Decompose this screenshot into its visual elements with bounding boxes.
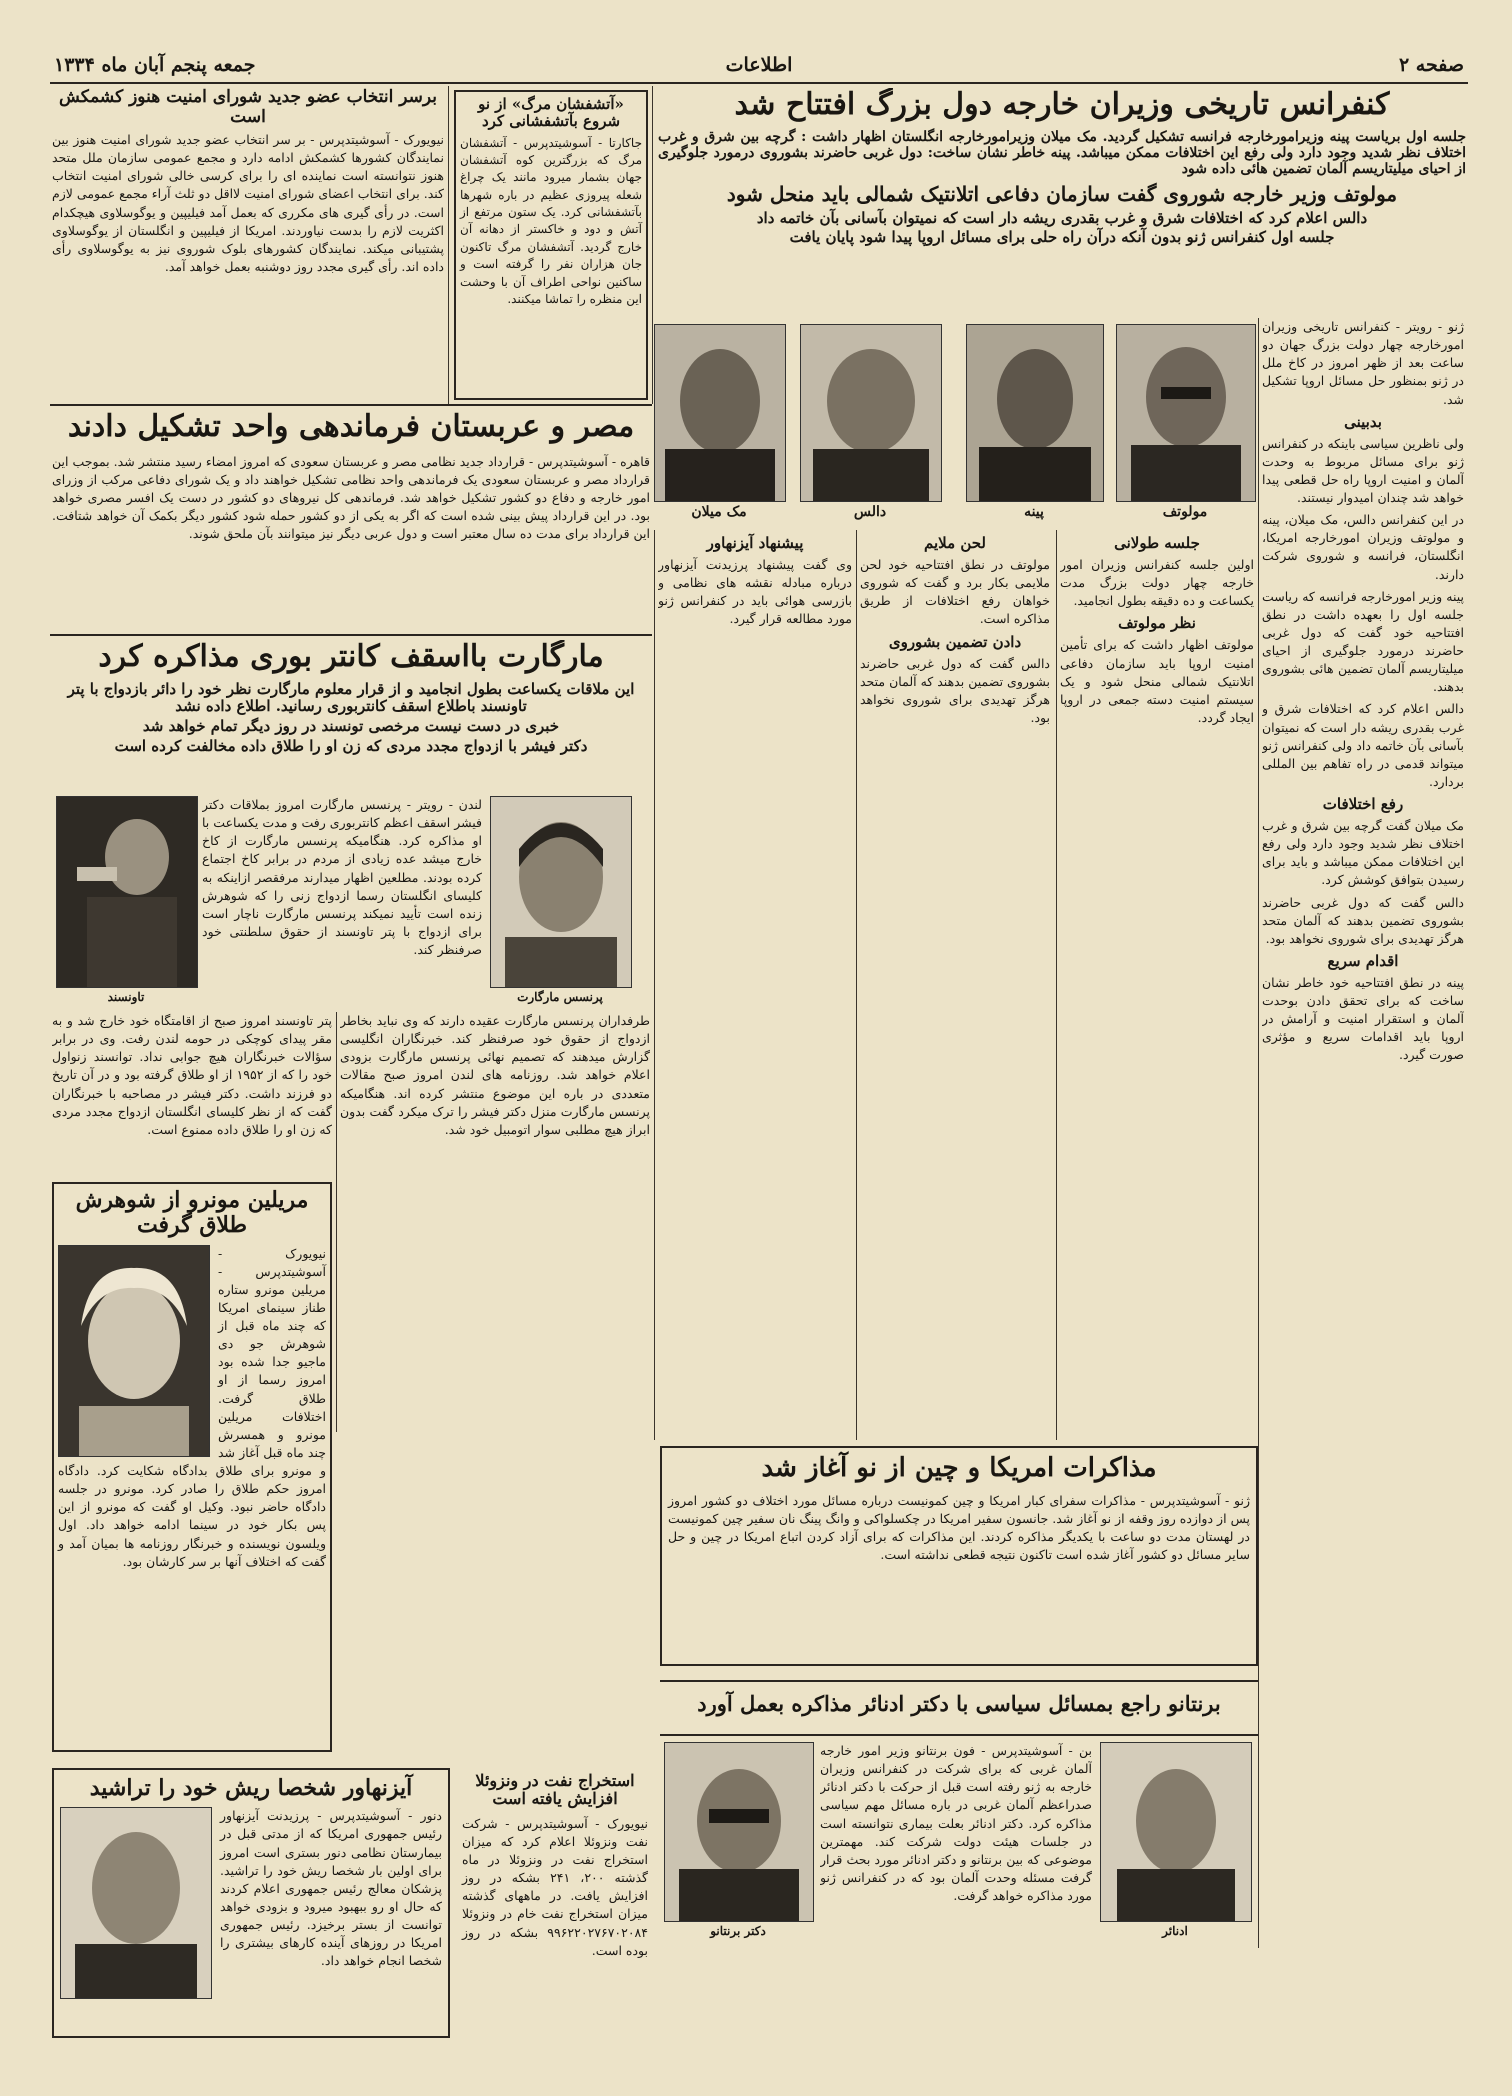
- margaret-deck-3: دکتر فیشر با ازدواج مجدد مردی که زن او را طلاق داده مخالفت کرده است: [114, 737, 588, 756]
- caption-pinay: پینه: [1024, 504, 1044, 520]
- margaret-col2: [52, 1012, 332, 1172]
- geneva-deck-1: جلسه اول بریاست پینه وزیرامورخارجه فرانسه تشکیل گردید. مک میلان وزیرامورخارجه انگلستان اظهار داشت : گرچه بین شرق و غرب اختلاف نظر شدید وجود دارد ولی رفع این اختلافات ممکن میباشد. پینه خاطر نشان ساخت: دول غربی حاضرند بشوروی درمورد جلوگیری از احیای میلیتاریسم آلمان تضمین هائی داده شود: [658, 128, 1466, 177]
- marilyn-article: [52, 1182, 332, 1752]
- security-council-body: نیویورک - آسوشیتدپرس - بر سر انتخاب عضو جدید شورای امنیت هنوز بین نمایندگان کشورها کشمکش ادامه دارد و مجمع عمومی سازمان ملل متحد هنوز نتوانسته است نماینده ای را برای کرسی خالی شورای امنیت انتخاب کند. برای انتخاب اعضای شورای امنیت لااقل دو ثلث آراء مجمع عمومی لازم است. در رأی گیری های مکرری که بعمل آمد فیلیپین و یوگوسلاوی هیچکدام اکثریت لازم را بدست نیاوردند. امریکا از فیلیپین و انگلستان از یوگوسلاوی پشتیبانی میکند. نمایندگان کشورهای بلوک شوروی نیز به یوگوسلاوی رأی داده اند. رأی گیری مجدد روز دوشنبه بعمل خواهد آمد.: [52, 132, 444, 274]
- geneva-lead: ژنو - رویتر - کنفرانس تاریخی وزیران امورخارجه چهار دولت بزرگ جهان دو ساعت بعد از ظهر امروز در کاخ ملل در ژنو بمنظور حل مسائل اروپا تشکیل شد.: [1262, 319, 1464, 407]
- geneva-column-2: [1060, 530, 1254, 1440]
- us-china-body: ژنو - آسوشیتدپرس - مذاکرات سفرای کبار امریکا و چین کمونیست درباره مسائل مورد اختلاف دو کشور امروز پس از دوازده روز وقفه از نو آغاز شد. جانسون سفیر امریکا در چکسلواکی و وانگ پینگ نان سفیر چین کمونیست در لهستان مدت دو ساعت با یکدیگر مذاکره کردند. این مذاکرات که برای آزاد کردن اتباع امریکا در چین و حل سایر مسائل دو کشور آغاز شده است تاکنون نتیجه قطعی نداشته است.: [668, 1492, 1250, 1563]
- us-china-article: [660, 1446, 1258, 1666]
- photo-macmillan: [654, 324, 786, 502]
- geneva-p4: اولین جلسه کنفرانس وزیران امور خارجه چهار دولت بزرگ مدت یکساعت و ده دقیقه بطول انجامید.: [1060, 557, 1254, 609]
- geneva-p7: مولوتف در نطق افتتاحیه خود لحن ملایمی بکار برد و گفت که شوروی خواهان رفع اختلافات از طریق مذاکره است.: [860, 557, 1050, 627]
- security-council-article: [52, 88, 444, 400]
- geneva-p5: مک میلان گفت گرچه بین شرق و غرب اختلاف نظر شدید وجود دارد ولی رفع این اختلافات ممکن میباشد و باید برای رسیدن بتوافق کوشش کرد.: [1262, 818, 1464, 888]
- volcano-article: [454, 90, 648, 400]
- photo-molotov: [1116, 324, 1256, 502]
- geneva-column-3: [860, 530, 1050, 1440]
- geneva-p8: وی گفت پیشنهاد پرزیدنت آیزنهاور درباره مبادله نقشه های نظامی و بازرسی هوائی باید در کنفرانس ژنو مورد مطالعه قرار گیرد.: [658, 557, 852, 627]
- geneva-p6: مولوتف اظهار داشت که برای تأمین امنیت اروپا باید سازمان دفاعی اتلانتیک شمالی منحل شود و یک سیستم امنیت دسته جمعی در اروپا ایجاد گردد.: [1060, 637, 1254, 725]
- volcano-body: جاکارتا - آسوشیتدپرس - آتشفشان مرگ که بزرگترین کوه آتشفشان جهان بشمار میرود مانند یک چراغ شعله پیروزی عظیم در باره شهرها بآتشفشانی کرد. یک ستون مرتفع از آتش و دود و خاکستر از دهانه آن خارج گردید. آتشفشان مرگ تاکنون جان هزاران نفر را گرفته است و ساکنین نواحی اطراف آن با وحشت این منظره را تماشا میکنند.: [460, 135, 642, 307]
- section-rule: [50, 634, 652, 636]
- oil-headline: استخراج نفت در ونزوئلا افزایش یافته است: [475, 1771, 635, 1809]
- photo-pinay: [966, 324, 1104, 502]
- egypt-saudi-article: [52, 410, 650, 632]
- geneva-deck-2: مولوتف وزیر خارجه شوروی گفت سازمان دفاعی اتلانتیک شمالی باید منحل شود: [726, 181, 1398, 206]
- section-rule: [50, 404, 652, 406]
- issue-date: جمعه پنجم آبان ماه ۱۳۳۴: [54, 54, 256, 76]
- column-rule: [336, 1012, 337, 1432]
- brentano-body-box: [820, 1742, 1092, 1942]
- caption-adenauer: ادنائر: [1162, 1924, 1188, 1938]
- caption-dulles: دالس: [853, 504, 887, 520]
- security-council-headline: برسر انتخاب عضو جدید شورای امنیت هنوز کشمکش است: [59, 88, 437, 127]
- geneva-deck-3: دالس اعلام کرد که اختلافات شرق و غرب بقدری ریشه دار است که نمیتوان بآسانی بآن خاتمه داد: [756, 208, 1368, 227]
- us-china-headline: مذاکرات امریکا و چین از نو آغاز شد: [761, 1453, 1157, 1483]
- geneva-p1: ولی ناظرین سیاسی باینکه در کنفرانس ژنو برای مسائل مربوط به وحدت آلمان و امنیت اروپا راه حل قطعی پیدا خواهد شد چندان امیدوار نیستند.: [1262, 435, 1464, 505]
- subhead-resolve: رفع اختلافات: [1322, 795, 1404, 813]
- eisenhower-body: دنور - آسوشیتدپرس - پرزیدنت آیزنهاور رئیس جمهوری امریکا که از مدتی قبل در بیمارستان نظامی دنور بستری است امروز برای اولین بار شخصا ریش خود را تراشید. پزشکان معالج رئیس جمهوری اعلام کردند که حال او رو ببهبود میرود و بزودی خواهد توانست از بستر برخیزد. رئیس جمهوری امریکا در روزهای آینده کارهای بیشتری را شخصا انجام خواهد داد.: [220, 1808, 442, 1969]
- subhead-guarantee: دادن تضمین بشوروی: [888, 632, 1022, 651]
- subhead-long-session: جلسه طولانی: [1114, 534, 1200, 552]
- page-number: صفحه ۲: [1398, 54, 1464, 76]
- eisenhower-article: [52, 1768, 450, 2038]
- newspaper-name: اطلاعات: [725, 54, 793, 76]
- marilyn-headline: مریلین مونرو از شوهرش طلاق گرفت: [75, 1187, 309, 1239]
- caption-townsend: تاونسند: [107, 990, 145, 1004]
- photo-adenauer: [1100, 1742, 1252, 1922]
- oil-body: نیویورک - آسوشیتدپرس - شرکت نفت ونزوئلا اعلام کرد که میزان استخراج نفت در ونزوئلا در ماه گذشته ۲۰۰، ۲۴۱ بشکه در روز افزایش یافت. در ماههای گذشته میزان استخراج نفت خام در ونزوئلا ۹۹۶۲۲۰۲۷۶۷۰۲۰۸۴ بشکه در روز بوده است.: [462, 1815, 649, 1958]
- photo-marilyn: [58, 1245, 210, 1457]
- geneva-deck: [658, 88, 1466, 308]
- column-rule: [856, 530, 857, 1440]
- geneva-column-4: [658, 530, 852, 1440]
- column-rule: [1258, 318, 1259, 1948]
- brentano-headline: برنتانو راجع بمسائل سیاسی با دکتر ادنائر مذاکره بعمل آورد: [697, 1691, 1221, 1716]
- column-rule: [654, 530, 655, 1440]
- caption-brentano: دکتر برنتانو: [710, 1924, 766, 1938]
- geneva-right-column: [1262, 318, 1464, 1948]
- geneva-headline: کنفرانس تاریخی وزیران خارجه دول بزرگ افتتاح شد: [734, 88, 1390, 122]
- photo-brentano: [664, 1742, 814, 1922]
- subhead-eisenhower-proposal: پیشنهاد آیزنهاور: [706, 534, 804, 552]
- margaret-col3: [340, 1012, 650, 1432]
- margaret-headline: مارگارت بااسقف کانتر بوری مذاکره کرد: [98, 640, 604, 674]
- eisenhower-headline: آیزنهاور شخصا ریش خود را تراشید: [89, 1775, 413, 1801]
- caption-margaret: پرنسس مارگارت: [517, 990, 603, 1004]
- photo-eisenhower: [60, 1807, 212, 1999]
- masthead: [50, 52, 1468, 84]
- margaret-deck-1: این ملاقات یکساعت بطول انجامید و از قرار معلوم مارگارت نظر خود را دائر بازدواج با پتر تاونسند باطلاع اسقف کانتربوری رسانید. اطلاع داده نشد: [67, 679, 635, 715]
- margaret-text-1: لندن - رویتر - پرنسس مارگارت امروز بملاقات دکتر فیشر اسقف اعظم کانتربوری رفت و مدت یکساعت با او مذاکره کرد. هنگامیکه پرنسس مارگارت از کاخ خارج میشد عده زیادی از مردم در برابر کاخ اجتماع کرده بودند. مطلعین اظهار میدارند مرفقصر ازاینکه به کلیسای انگلستان رسما ازدواج زنی را که شوهرش زنده است تأیید نمیکند پرنسس مارگارت ناچار است برای ازدواج با پتر تاونسند از حقوق سلطنتی خود صرفنظر کند.: [202, 797, 482, 957]
- marilyn-body: نیویورک - آسوشیتدپرس - مریلین مونرو ستاره طناز سینمای امریکا که چند ماه قبل از شوهرش جو دی ماجیو جدا شده بود امروز رسما از او طلاق گرفت. اختلافات مریلین مونرو و همسرش چند ماه قبل آغاز شد و مونرو برای طلاق بدادگاه شکایت کرد. دادگاه امروز حکم طلاق را صادر کرد. مونرو در جلسه دادگاه حاضر نبود. وکیل او گفت که مونرو از این پس بکار خود در سینما ادامه خواهد داد. اول ویلسون نویسنده و خبرنگار روزنامه ها بمیان آمد و گفت که اختلاف آنها بر سر کارشان بود.: [58, 1245, 326, 1569]
- geneva-p2: در این کنفرانس دالس، مک میلان، پینه و مولوتف وزیران امورخارجه امریکا، انگلستان، فرانسه و شوروی شرکت دارند.: [1262, 512, 1464, 582]
- subhead-pessimism: بدبینی: [1344, 412, 1382, 431]
- margaret-text-2: پتر تاونسند امروز صبح از اقامتگاه خود خارج شد و به مقر پیدای کوچکی در حومه لندن رفت. وی در برابر سؤالات خبرنگاران هیچ جوابی نداد. توانسند زنواول خود را که از ۱۹۵۲ از او طلاق گرفته بود و در آن تاریخ دو فرزند داشت. دکتر فیشر در مصاحبه با خبرنگاران گفت که از نظر کلیسای انگلستان ازدواج مجدد مردی که زن او را طلاق داده ممنوع است.: [52, 1013, 332, 1137]
- photo-margaret: [490, 796, 632, 988]
- brentano-body: بن - آسوشیتدپرس - فون برنتانو وزیر امور خارجه آلمان غربی که برای شرکت در کنفرانس وزیران خارجه به ژنو رفته است قبل از حرکت با دکتر ادنائر صدراعظم آلمان غربی در باره مسائل مهم سیاسی مذاکره کرد. دکتر ادنائر بعلت بیماری نتوانسته است در جلسات هیئت دولت شرکت کند. مهمترین موضوعی که بین برنتانو و دکتر ادنائر مورد بحث قرار گرفت مسئله وحدت آلمان بود که در کنفرانس ژنو مورد مذاکره خواهد گرفت.: [820, 1743, 1092, 1903]
- geneva-p9-right: دالس گفت که دول غربی حاضرند بشوروی تضمین بدهند که آلمان متحد هرگز تهدیدی برای شوروی نخواهد بود.: [1262, 894, 1464, 946]
- geneva-deck-4: جلسه اول کنفرانس ژنو بدون آنکه درآن راه حلی برای مسائل اروپا پیدا شود پایان یافت: [789, 228, 1335, 247]
- margaret-text-3: طرفداران پرنسس مارگارت عقیده دارند که وی نباید بخاطر ازدواج از حقوق خود صرفنظر کند. خبرنگاران انگلیسی گزارش میدهند که تصمیم نهائی پرنسس مارگارت بزودی اعلام خواهد شد. روزنامه های لندن امروز صبح مقالات متعددی در باره این موضوع منتشر کرده اند. هنگامیکه پرنسس مارگارت منزل دکتر فیشر را ترک میکرد گفت بدون ابراز هیچ مطلبی سوار اتومبیل خود شد.: [340, 1013, 650, 1137]
- margaret-deck: [52, 640, 650, 788]
- geneva-p11: پینه در نطق افتتاحیه خود خاطر نشان ساخت که برای تحقق دادن بوحدت آلمان و استقرار امنیت و آرامش در اروپا باید اقدامات سریع و مؤثری صورت گیرد.: [1262, 974, 1464, 1063]
- margaret-deck-2: خبری در دست نیست مرخصی تونسند در روز دیگر تمام خواهد شد: [142, 717, 560, 735]
- geneva-p10: دالس اعلام کرد که اختلافات شرق و غرب بقدری ریشه دار است که نمیتوان بآسانی بآن خاتمه داد ولی کنفرانس ژنو میتواند قدمی در راه تفاهم بین المللی بردارد.: [1262, 701, 1464, 789]
- subhead-quick-action: اقدام سریع: [1327, 951, 1399, 970]
- brentano-header: [660, 1680, 1258, 1736]
- column-rule: [448, 86, 449, 404]
- photo-townsend: [56, 796, 198, 988]
- photo-dulles: [800, 324, 942, 502]
- subhead-mild-tone: لحن ملایم: [923, 534, 987, 552]
- column-rule: [1056, 530, 1057, 1440]
- caption-macmillan: مک میلان: [691, 504, 747, 520]
- volcano-headline: «آتشفشان مرگ» از نو شروع بآتشفشانی کرد: [478, 95, 624, 131]
- oil-article: [458, 1768, 652, 2038]
- egypt-saudi-headline: مصر و عربستان فرماندهی واحد تشکیل دادند: [67, 410, 635, 444]
- geneva-p3: پینه وزیر امورخارجه فرانسه که ریاست جلسه اول را بعهده داشت در نطق افتتاحیه خود گفت که دول غربی حاضرند درمورد جلوگیری از احیای میلیتاریسم آلمان تضمین هائی بشوروی بدهند.: [1262, 588, 1464, 695]
- column-rule: [652, 86, 653, 404]
- egypt-saudi-body: قاهره - آسوشیتدپرس - قرارداد جدید نظامی مصر و عربستان سعودی که امروز امضاء رسید منتشر شد. بموجب این قرارداد مصر و عربستان سعودی یک فرماندهی واحد نظامی تشکیل خواهند داد و یک شورای دفاعی مرکب از وزرای امور خارجه و دفاع دو کشور تشکیل خواهد شد. فرماندهی کل نیروهای دو کشور در دست یک افسر مصری خواهد بود. در این قرارداد پیش بینی شده است که اگر به یکی از دو کشور حمله شود کشور دیگر بکمک آن خواهد شتافت. این قرارداد برای مدت ده سال معتبر است و دول عربی دیگر نیز میتوانند بآن ملحق شوند.: [52, 453, 650, 541]
- geneva-p9: دالس گفت که دول غربی حاضرند بشوروی تضمین بدهند که آلمان متحد هرگز تهدیدی برای شوروی نخواهد بود.: [860, 655, 1050, 725]
- margaret-col1: [202, 796, 482, 996]
- subhead-molotov-view: نظر مولوتف: [1118, 614, 1196, 633]
- caption-molotov: مولوتف: [1162, 504, 1208, 520]
